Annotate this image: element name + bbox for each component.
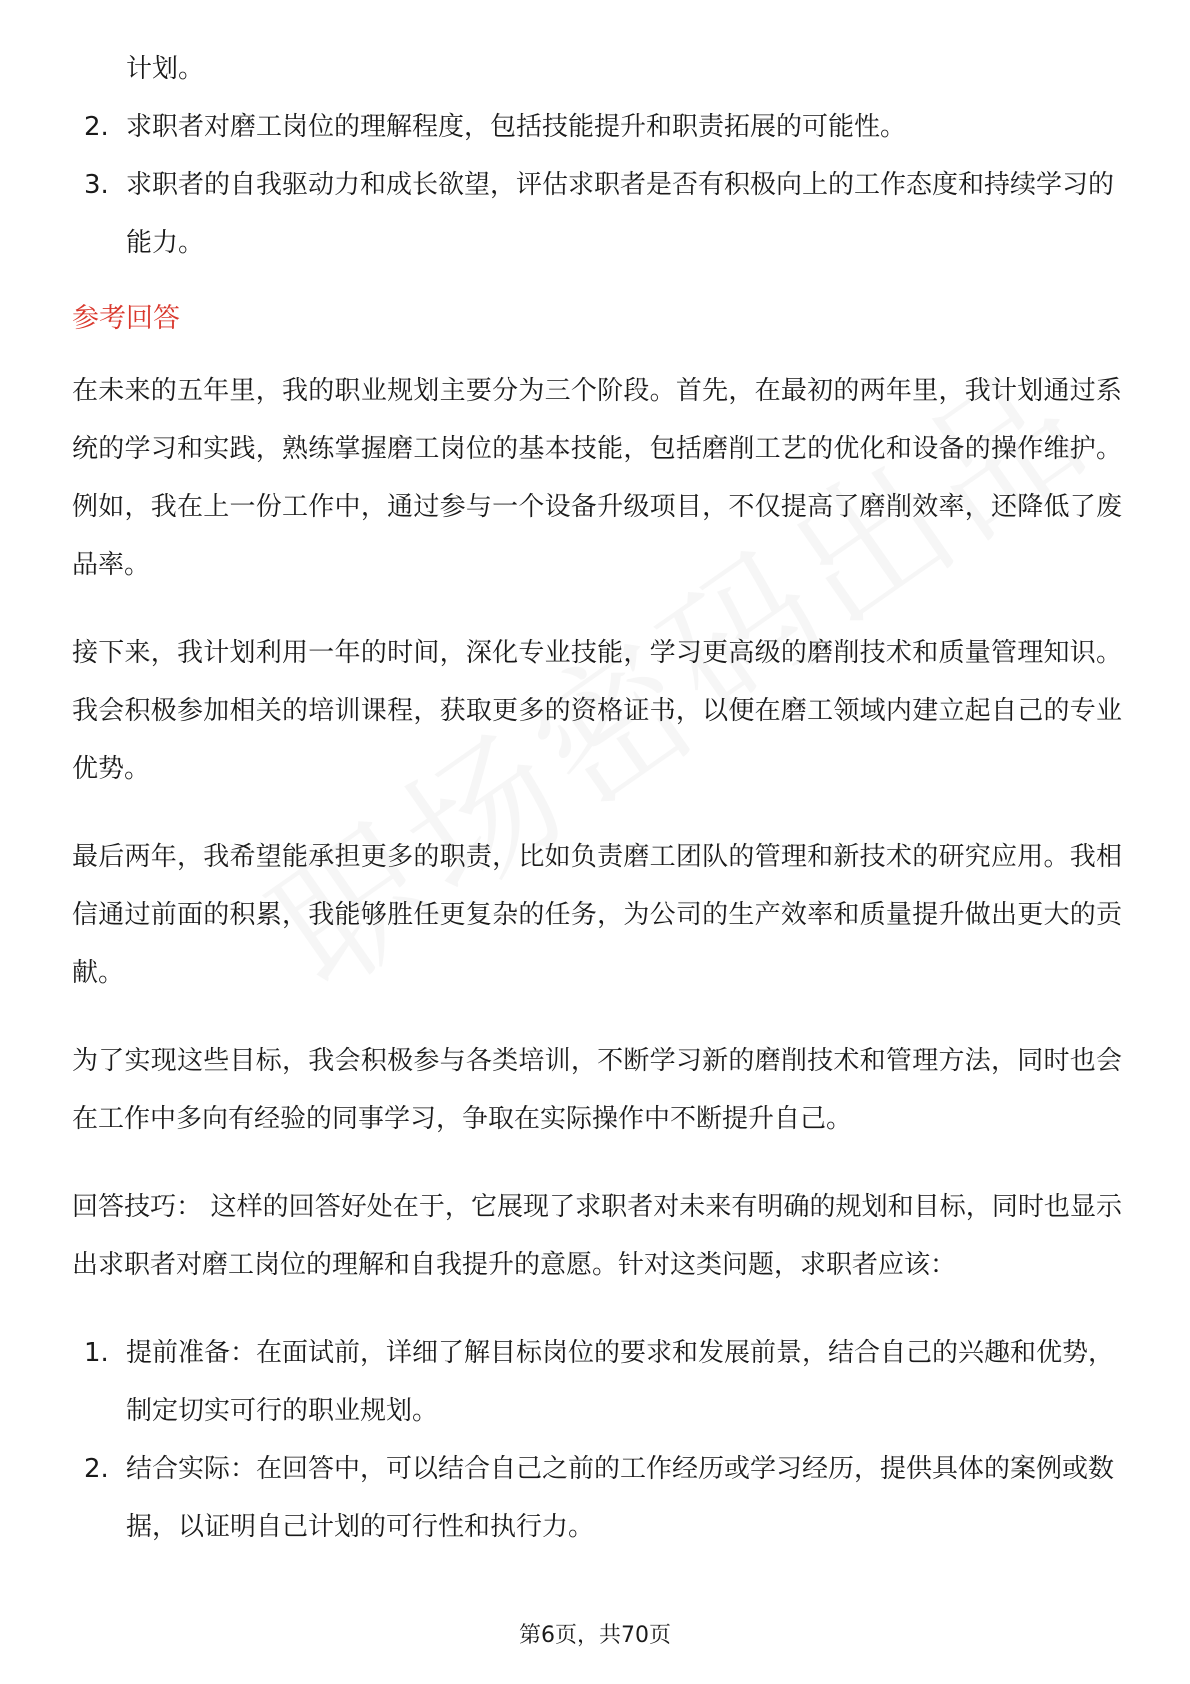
list-item (72, 156, 1122, 272)
list-number: 3. (84, 170, 109, 200)
evaluation-points-list (72, 98, 1122, 272)
list-number: 2. (84, 112, 109, 142)
answer-paragraph: 最后两年，我希望能承担更多的职责，比如负责磨工团队的管理和新技术的研究应用。我相信通过前面的积累，我能够胜任更复杂的任务，为公司的生产效率和质量提升做出更大的贡献。 (72, 842, 1122, 988)
list-number: 2. (84, 1454, 109, 1484)
tips-list (72, 1324, 1122, 1556)
list-item (72, 1440, 1122, 1556)
list-number: 1. (84, 1338, 109, 1368)
list-item-text: 求职者对磨工岗位的理解程度，包括技能提升和职责拓展的可能性。 (126, 112, 907, 142)
list-item (72, 98, 1122, 156)
list-item-continuation: 计划。 (126, 54, 205, 84)
list-item (72, 1324, 1122, 1440)
answer-paragraph: 为了实现这些目标，我会积极参与各类培训，不断学习新的磨削技术和管理方法，同时也会在工作中多向有经验的同事学习，争取在实际操作中不断提升自己。 (72, 1046, 1122, 1134)
page-footer: 第6页，共70页 (519, 1623, 671, 1648)
page-content (72, 40, 1122, 1556)
answer-tips-paragraph: 回答技巧： 这样的回答好处在于，它展现了求职者对未来有明确的规划和目标，同时也显示出求职者对磨工岗位的理解和自我提升的意愿。针对这类问题，求职者应该： (72, 1192, 1122, 1280)
answer-paragraph: 在未来的五年里，我的职业规划主要分为三个阶段。首先，在最初的两年里，我计划通过系统的学习和实践，熟练掌握磨工岗位的基本技能，包括磨削工艺的优化和设备的操作维护。例如，我在上一份工作中，通过参与一个设备升级项目，不仅提高了磨削效率，还降低了废品率。 (72, 376, 1122, 580)
list-item-text: 结合实际：在回答中，可以结合自己之前的工作经历或学习经历，提供具体的案例或数据，以证明自己计划的可行性和执行力。 (126, 1454, 1115, 1542)
answer-paragraph: 接下来，我计划利用一年的时间，深化专业技能，学习更高级的磨削技术和质量管理知识。我会积极参加相关的培训课程，获取更多的资格证书，以便在磨工领域内建立起自己的专业优势。 (72, 638, 1122, 784)
list-item-text: 求职者的自我驱动力和成长欲望，评估求职者是否有积极向上的工作态度和持续学习的能力。 (126, 170, 1115, 258)
section-title: 参考回答 (72, 303, 180, 334)
list-item-text: 提前准备：在面试前，详细了解目标岗位的要求和发展前景，结合自己的兴趣和优势，制定切实可行的职业规划。 (126, 1338, 1115, 1426)
